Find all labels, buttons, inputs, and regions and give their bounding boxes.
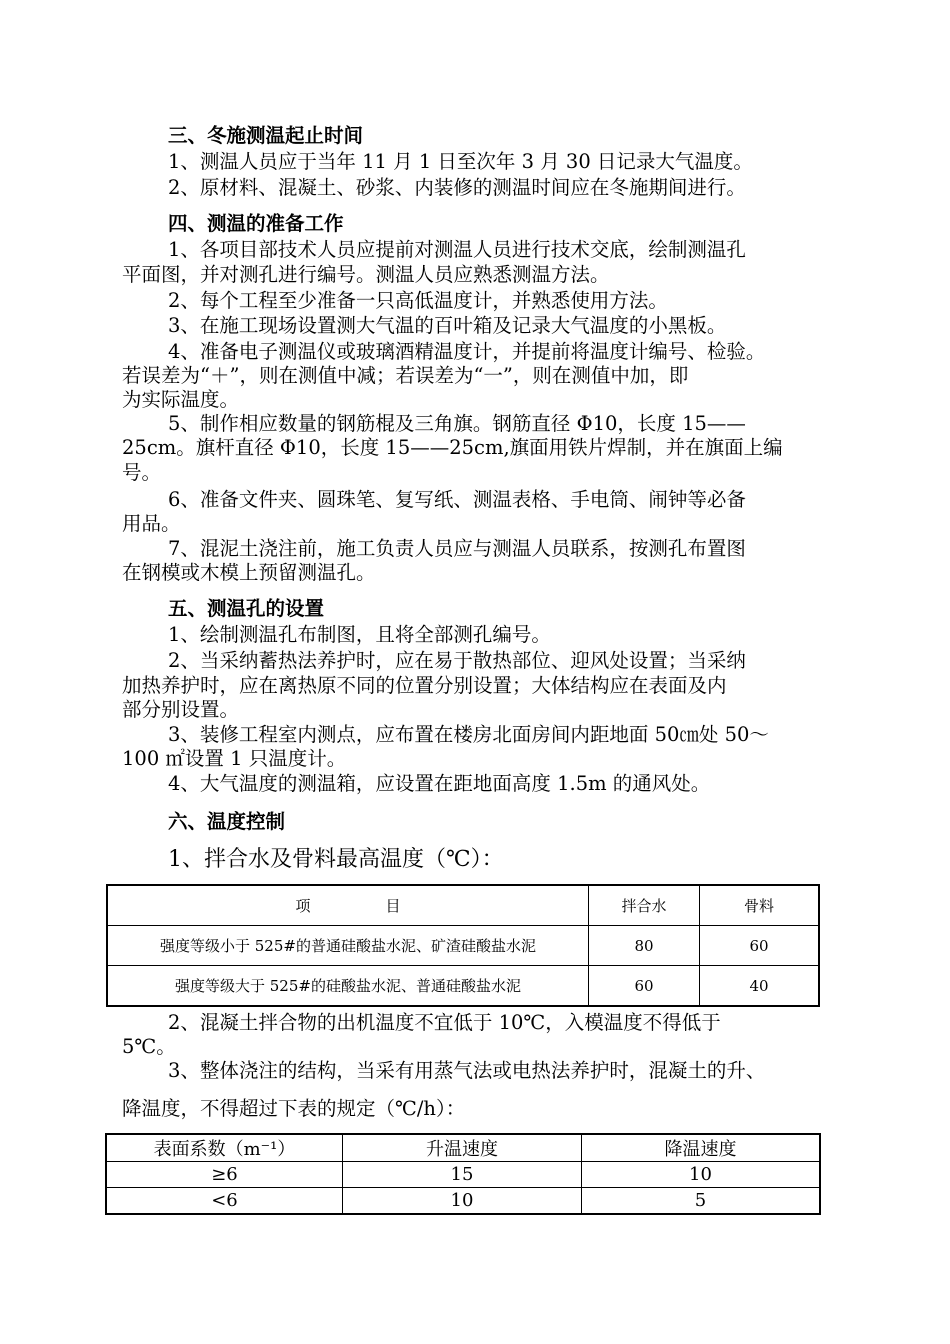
- paragraph-continuation: 为实际温度。: [122, 388, 240, 411]
- table-cell: 5: [582, 1188, 821, 1215]
- paragraph: 3、装修工程室内测点，应布置在楼房北面房间内距地面 50㎝处 50～: [168, 723, 769, 746]
- paragraph: 2、原材料、混凝土、砂浆、内装修的测温时间应在冬施期间进行。: [168, 176, 746, 199]
- paragraph-continuation: 平面图，并对测孔进行编号。测温人员应熟悉测温方法。: [122, 263, 610, 286]
- table-row: [107, 926, 819, 966]
- table-row: [106, 1162, 820, 1188]
- paragraph: 2、混凝土拌合物的出机温度不宜低于 10℃，入模温度不得低于: [168, 1011, 721, 1034]
- table-header-cell: 骨料: [700, 885, 820, 926]
- paragraph: 2、每个工程至少准备一只高低温度计，并熟悉使用方法。: [168, 289, 668, 312]
- table-row: [106, 1188, 820, 1215]
- paragraph-continuation: 部分别设置。: [122, 698, 240, 721]
- section-5-heading: 五、测温孔的设置: [168, 597, 325, 620]
- paragraph: 2、当采纳蓄热法养护时，应在易于散热部位、迎风处设置；当采纳: [168, 649, 746, 672]
- subsection-heading: 1、拌合水及骨料最高温度（℃）：: [168, 847, 504, 872]
- paragraph-continuation: 号。: [122, 461, 162, 484]
- table-header-cell: 升温速度: [343, 1134, 582, 1162]
- paragraph: 3、整体浇注的结构，当采有用蒸气法或电热法养护时，混凝土的升、: [168, 1059, 766, 1082]
- table-cell: 40: [700, 966, 820, 1007]
- table-cell: 60: [700, 926, 820, 966]
- table-cell: 10: [582, 1162, 821, 1188]
- paragraph-continuation: 若误差为“＋”，则在测值中减；若误差为“一”，则在测值中加，即: [122, 364, 689, 387]
- table-cell: 强度等级小于 525#的普通硅酸盐水泥、矿渣硅酸盐水泥: [107, 926, 589, 966]
- table-cell: 15: [343, 1162, 582, 1188]
- table-header-cell: 表面系数（m⁻¹）: [106, 1134, 343, 1162]
- table-header-cell: 项 目: [107, 885, 589, 926]
- section-6-heading: 六、温度控制: [168, 810, 286, 833]
- table-cell: 80: [589, 926, 700, 966]
- paragraph: 1、绘制测温孔布制图，且将全部测孔编号。: [168, 623, 551, 646]
- paragraph: 4、大气温度的测温箱，应设置在距地面高度 1.5m 的通风处。: [168, 772, 711, 795]
- max-temperature-table: [106, 884, 820, 1007]
- paragraph-continuation: 用品。: [122, 512, 181, 535]
- table-cell: ≥6: [106, 1162, 343, 1188]
- table-cell: 强度等级大于 525#的硅酸盐水泥、普通硅酸盐水泥: [107, 966, 589, 1007]
- table-header-row: [107, 885, 819, 926]
- paragraph-continuation: 加热养护时，应在离热原不同的位置分别设置；大体结构应在表面及内: [122, 674, 727, 697]
- heating-rate-table: [105, 1133, 821, 1215]
- table-cell: <6: [106, 1188, 343, 1215]
- table-row: [107, 966, 819, 1007]
- paragraph: 7、混泥土浇注前，施工负责人员应与测温人员联系，按测孔布置图: [168, 537, 746, 560]
- table-header-row: [106, 1134, 820, 1162]
- paragraph: 1、各项目部技术人员应提前对测温人员进行技术交底，绘制测温孔: [168, 238, 746, 261]
- table-cell: 10: [343, 1188, 582, 1215]
- paragraph: 6、准备文件夹、圆珠笔、复写纸、测温表格、手电筒、闹钟等必备: [168, 488, 746, 511]
- table-header-cell: 降温速度: [582, 1134, 821, 1162]
- paragraph-continuation: 在钢模或木模上预留测温孔。: [122, 561, 376, 584]
- paragraph: 4、准备电子测温仪或玻璃酒精温度计，并提前将温度计编号、检验。: [168, 340, 766, 363]
- paragraph-continuation: 降温度，不得超过下表的规定（℃/h）：: [122, 1097, 466, 1120]
- table-cell: 60: [589, 966, 700, 1007]
- section-3-heading: 三、冬施测温起止时间: [168, 124, 364, 147]
- paragraph: 3、在施工现场设置测大气温的百叶箱及记录大气温度的小黑板。: [168, 314, 727, 337]
- paragraph-continuation: 25cm。旗杆直径 Φ10，长度 15——25cm,旗面用铁片焊制，并在旗面上编: [122, 436, 783, 459]
- paragraph-continuation: 100 ㎡设置 1 只温度计。: [122, 747, 347, 770]
- section-4-heading: 四、测温的准备工作: [168, 212, 344, 235]
- table-header-cell: 拌合水: [589, 885, 700, 926]
- paragraph: 1、测温人员应于当年 11 月 1 日至次年 3 月 30 日记录大气温度。: [168, 150, 753, 173]
- paragraph-continuation: 5℃。: [122, 1035, 176, 1058]
- paragraph: 5、制作相应数量的钢筋棍及三角旗。钢筋直径 Φ10，长度 15——: [168, 412, 746, 435]
